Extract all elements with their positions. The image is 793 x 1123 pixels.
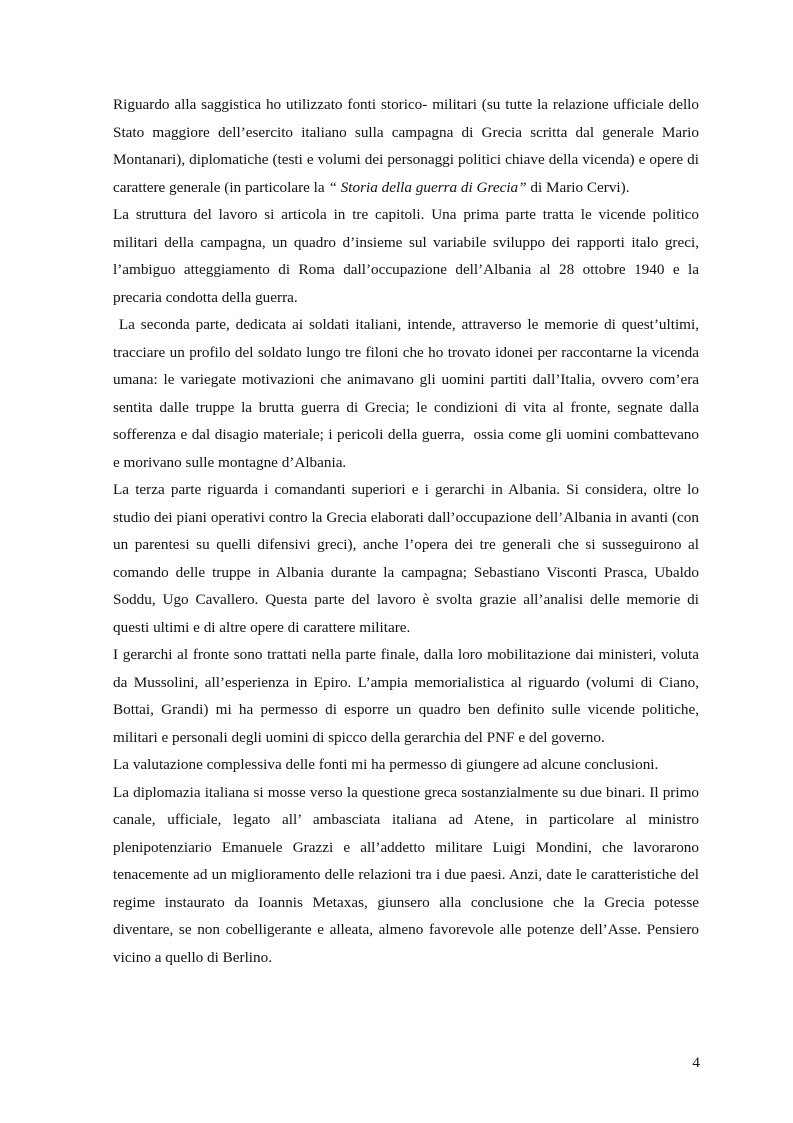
paragraph-4: La terza parte riguarda i comandanti superiori e i gerarchi in Albania. Si considera, oltre lo studio dei piani operativi contro la Grecia elaborati dall’occupazione dell’Albania in avanti (con un parentesi su quelli difensivi greci), anche l’opera dei tre generali che si susseguirono al comando delle truppe in Albania durante la campagna; Sebastiano Visconti Prasca, Ubaldo Soddu, Ugo Cavallero. Questa parte del lavoro è svolta grazie all’analisi delle memorie di questi ultimi e di altre opere di carattere militare. (113, 481, 699, 636)
paragraph-7: La diplomazia italiana si mosse verso la questione greca sostanzialmente su due binari. Il primo canale, ufficiale, legato all’ ambasciata italiana ad Atene, in particolare al ministro plenipotenziario Emanuele Grazzi e all’addetto militare Luigi Mondini, che lavorarono tenacemente ad un miglioramento delle relazioni tra i due paesi. Anzi, date le caratteristiche del regime instaurato da Ioannis Metaxas, giunsero alla conclusione che la Grecia potesse diventare, se non cobelligerante e alleata, almeno favorevole alle potenze dell’Asse. Pensiero vicino a quello di Berlino. (113, 783, 699, 966)
paragraph-2: La struttura del lavoro si articola in tre capitoli. Una prima parte tratta le vicende politico militari della campagna, un quadro d’insieme sul variabile sviluppo dei rapporti italo greci, l’ambiguo atteggiamento di Roma dall’occupazione dell’Albania al 28 ottobre 1940 e la precaria condotta della guerra. (113, 206, 699, 306)
paragraph-1-text-end: di Mario Cervi). (526, 178, 630, 196)
document-body (113, 91, 703, 971)
book-title: “ Storia della guerra di Grecia” (328, 178, 527, 196)
paragraph-1-text: Riguardo alla saggistica ho utilizzato fonti storico- militari (su tutte la relazione ufficiale dello Stato maggiore dell’esercito italiano sulla campagna di Grecia scritta dal generale Mario Montanari), diplomatiche (testi e volumi dei personaggi politici chiave della vicenda) e opere di carattere generale (in particolare la (113, 96, 699, 196)
page-number: 4 (692, 1054, 700, 1071)
paragraph-5: I gerarchi al fronte sono trattati nella parte finale, dalla loro mobilitazione dai ministeri, voluta da Mussolini, all’esperienza in Epiro. L’ampia memorialistica al riguardo (volumi di Ciano, Bottai, Grandi) mi ha permesso di esporre un quadro ben definito sulle vicende politiche, militari e personali degli uomini di spicco della gerarchia del PNF e del governo. (113, 646, 699, 746)
paragraph-3: La seconda parte, dedicata ai soldati italiani, intende, attraverso le memorie di quest’ultimi, tracciare un profilo del soldato lungo tre filoni che ho trovato idonei per raccontarne la vicenda umana: le variegate motivazioni che animavano gli uomini partiti dall’Italia, ovvero com’era sentita dalle truppe la brutta guerra di Grecia; le condizioni di vita al fronte, segnate dalla sofferenza e dal disagio materiale; i pericoli della guerra, ossia come gli uomini combattevano e morivano sulle montagne d’Albania. (113, 316, 703, 471)
paragraph-6: La valutazione complessiva delle fonti mi ha permesso di giungere ad alcune conclusioni. (113, 756, 659, 773)
paragraph-1 (113, 91, 699, 201)
